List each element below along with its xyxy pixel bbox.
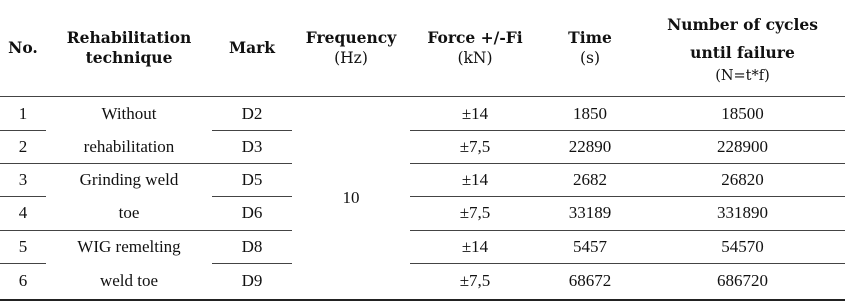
- header-cycles: [640, 0, 845, 96]
- header-cycles-label: Number of cycles until failure: [667, 14, 818, 62]
- row-1-mark: D2: [241, 103, 263, 123]
- row-5-time: 5457: [573, 236, 607, 256]
- row-1-time: 1850: [573, 103, 607, 123]
- technique-3-line-1: WIG remelting: [77, 236, 181, 256]
- row-2-force: ±7,5: [459, 136, 491, 156]
- row-3-time: 2682: [573, 169, 607, 189]
- row-2-mark: D3: [241, 136, 263, 156]
- row-4-mark: D6: [241, 203, 263, 222]
- technique-2-line-2: toe: [118, 203, 140, 222]
- header-force: [410, 0, 540, 96]
- row-rule: [0, 263, 46, 264]
- row-rule: [410, 196, 845, 197]
- header-time-label: Time: [568, 27, 612, 47]
- row-5-force: ±14: [461, 236, 489, 256]
- row-rule: [410, 263, 845, 264]
- row-1-no: 1: [18, 103, 28, 123]
- row-1-cycles: 18500: [721, 103, 764, 123]
- row-5-cycles: 54570: [721, 236, 764, 256]
- header-time: [540, 0, 640, 96]
- header-frequency: [292, 0, 410, 96]
- row-4-force: ±7,5: [459, 203, 491, 222]
- row-1-force: ±14: [461, 103, 489, 123]
- row-3-mark: D5: [241, 169, 263, 189]
- row-3-no: 3: [18, 169, 28, 189]
- technique-3-line-2: weld toe: [99, 271, 159, 290]
- row-4-time: 33189: [568, 203, 612, 222]
- header-technique: Rehabilitation technique: [66, 27, 192, 67]
- row-rule: [0, 230, 292, 231]
- row-rule: [0, 130, 46, 131]
- technique-1-line-2: rehabilitation: [83, 136, 175, 156]
- row-rule: [0, 163, 292, 164]
- row-2-time: 22890: [568, 136, 612, 156]
- header-cycles-formula: (N=t*f): [715, 67, 770, 84]
- header-no: No.: [8, 37, 38, 57]
- row-4-cycles: 331890: [717, 203, 768, 222]
- header-mark: Mark: [228, 37, 276, 57]
- row-5-no: 5: [18, 236, 28, 256]
- row-5-mark: D8: [241, 236, 263, 256]
- row-2-cycles: 228900: [717, 136, 768, 156]
- frequency-value: 10: [342, 188, 360, 207]
- row-3-force: ±14: [461, 169, 489, 189]
- row-6-time: 68672: [568, 271, 612, 290]
- header-force-label: Force +/-Fi: [427, 27, 523, 47]
- row-rule: [410, 130, 845, 131]
- header-force-unit: (kN): [457, 49, 493, 67]
- row-rule: [410, 230, 845, 231]
- row-rule: [0, 196, 46, 197]
- row-rule: [212, 263, 292, 264]
- row-3-cycles: 26820: [721, 169, 764, 189]
- row-4-no: 4: [18, 203, 28, 222]
- technique-1-line-1: Without: [101, 103, 157, 123]
- row-rule: [212, 130, 292, 131]
- technique-2-line-1: Grinding weld: [79, 169, 179, 189]
- row-6-cycles: 686720: [717, 271, 768, 290]
- row-6-mark: D9: [241, 271, 263, 290]
- row-rule: [212, 196, 292, 197]
- row-2-no: 2: [18, 136, 28, 156]
- row-6-force: ±7,5: [459, 271, 491, 290]
- header-frequency-unit: (Hz): [334, 49, 368, 67]
- header-time-unit: (s): [579, 49, 601, 67]
- row-rule: [410, 163, 845, 164]
- header-frequency-label: Frequency: [305, 27, 397, 47]
- row-6-no: 6: [18, 271, 28, 290]
- table-bottom-rule: [0, 299, 845, 301]
